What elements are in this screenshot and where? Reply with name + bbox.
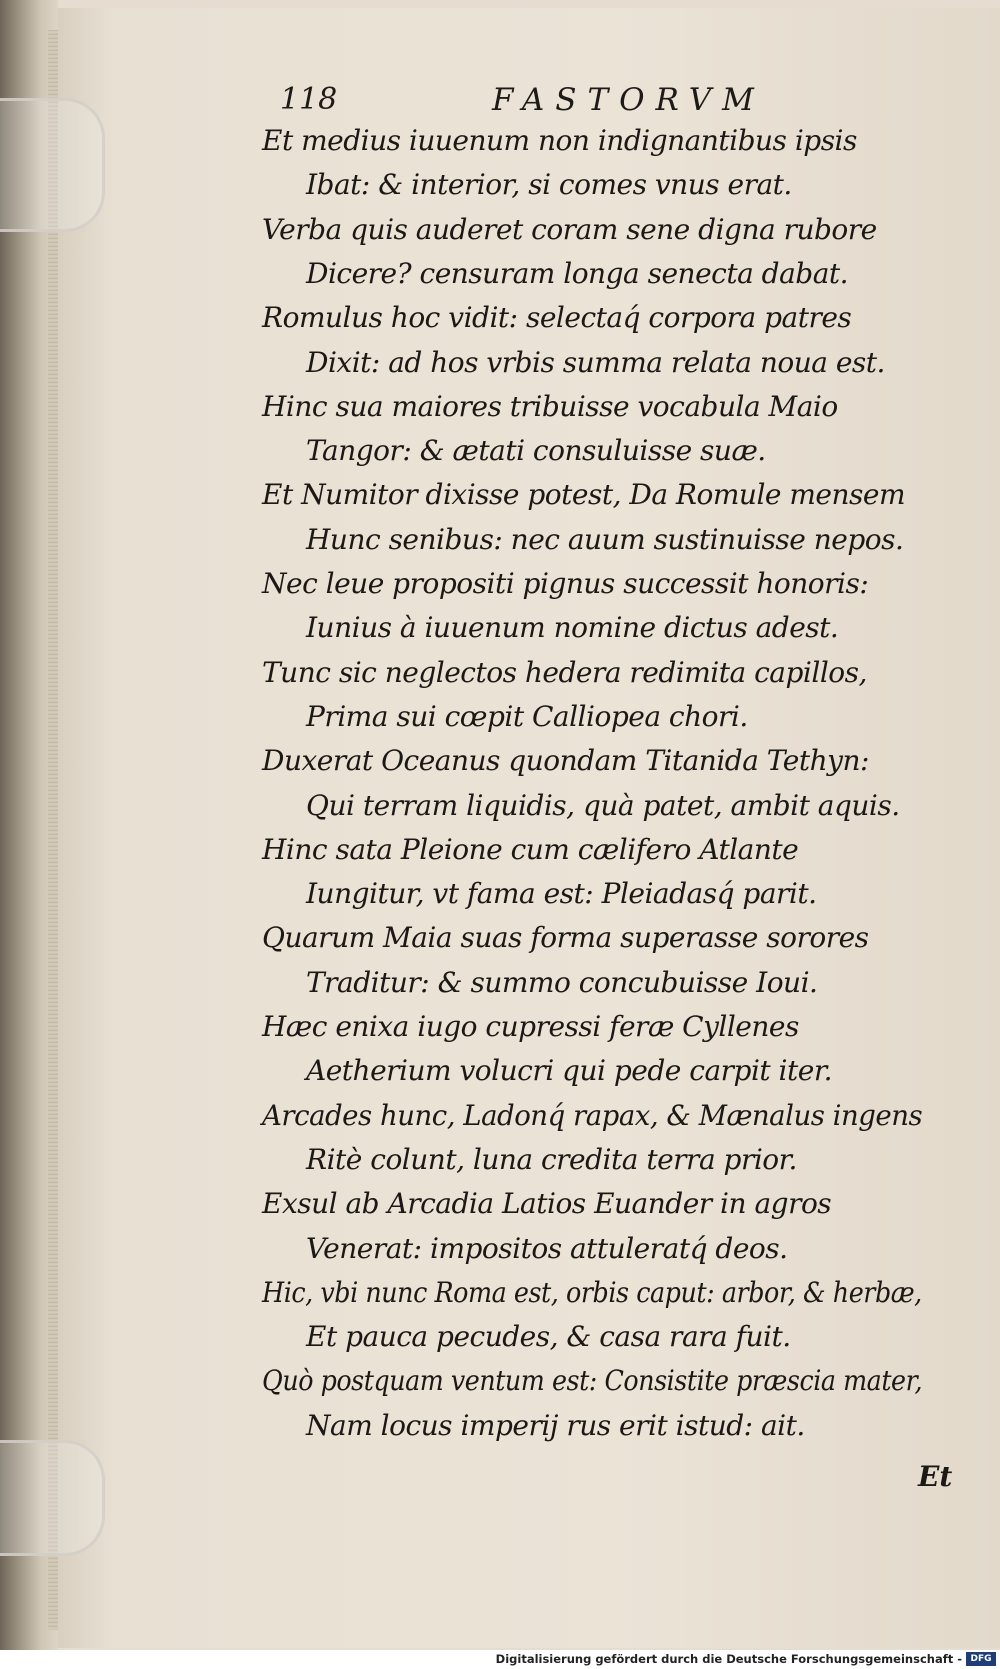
verse-line-hexameter: Hic, vbi nunc Roma est, orbis caput: arbor, & herbæ, <box>262 1275 922 1309</box>
verse-line-pentameter: Nam locus imperij rus erit istud: ait. <box>306 1408 805 1442</box>
verse-line-hexameter: Et Numitor dixisse potest, Da Romule mensem <box>262 478 906 512</box>
verse-line-pentameter: Tangor: & ætati consuluisse suæ. <box>306 434 766 468</box>
page-number: 118 <box>280 82 338 117</box>
verse-line-hexameter: Duxerat Oceanus quondam Titanida Tethyn: <box>262 744 869 778</box>
verse-line-pentameter: Qui terram liquidis, quà patet, ambit aquis. <box>306 788 900 822</box>
verse-line-pentameter: Hunc senibus: nec auum sustinuisse nepos. <box>306 522 904 556</box>
footer-bar <box>0 1650 1000 1669</box>
book-page <box>58 8 1000 1648</box>
catchword: Et <box>918 1460 953 1493</box>
dfg-logo: DFG <box>966 1652 996 1666</box>
verse-line-pentameter: Iunius à iuuenum nomine dictus adest. <box>306 611 839 645</box>
verse-line-hexameter: Quò postquam ventum est: Consistite præscia mater, <box>262 1364 923 1398</box>
verse-line-hexameter: Nec leue propositi pignus successit honoris: <box>262 567 869 600</box>
verse-line-pentameter: Aetherium volucri qui pede carpit iter. <box>306 1054 833 1088</box>
verse-line-pentameter: Ritè colunt, luna credita terra prior. <box>306 1142 797 1176</box>
verse-line-pentameter: Dicere? censuram longa senecta dabat. <box>306 256 849 290</box>
verse-line-hexameter: Hæc enixa iugo cupressi feræ Cyllenes <box>262 1010 799 1043</box>
verse-line-hexameter: Arcades hunc, Ladonq́ rapax, & Mænalus ingens <box>262 1098 923 1132</box>
verse-line-hexameter: Tunc sic neglectos hedera redimita capillos, <box>262 655 867 689</box>
verse-line-hexameter: Quarum Maia suas forma superasse sorores <box>262 921 869 955</box>
verse-line-pentameter: Et pauca pecudes, & casa rara fuit. <box>306 1320 791 1354</box>
verse-line-pentameter: Iungitur, vt fama est: Pleiadasq́ parit. <box>306 877 817 911</box>
running-title: FASTORVM <box>492 82 765 118</box>
verse-line-hexameter: Exsul ab Arcadia Latios Euander in agros <box>262 1187 832 1221</box>
verse-line-hexameter: Romulus hoc vidit: selectaq́ corpora patres <box>262 301 852 335</box>
verse-line-hexameter: Verba quis auderet coram sene digna rubore <box>262 212 877 246</box>
page-clip-bottom <box>0 1440 105 1556</box>
verse-line-pentameter: Venerat: impositos attuleratq́ deos. <box>306 1231 788 1265</box>
verse-line-pentameter: Prima sui cœpit Calliopea chori. <box>306 699 748 733</box>
verse-line-hexameter: Et medius iuuenum non indignantibus ipsis <box>262 124 857 157</box>
verse-line-pentameter: Dixit: ad hos vrbis summa relata noua est. <box>306 345 885 379</box>
page-header <box>0 82 1000 122</box>
verse-line-pentameter: Traditur: & summo concubuisse Ioui. <box>306 965 818 999</box>
verse-line-hexameter: Hinc sua maiores tribuisse vocabula Maio <box>262 389 838 423</box>
footer-credit: Digitalisierung gefördert durch die Deutsche Forschungsgemeinschaft - <box>495 1652 962 1666</box>
verse-line-hexameter: Hinc sata Pleione cum cælifero Atlante <box>262 832 799 866</box>
verse-line-pentameter: Ibat: & interior, si comes vnus erat. <box>306 168 792 202</box>
